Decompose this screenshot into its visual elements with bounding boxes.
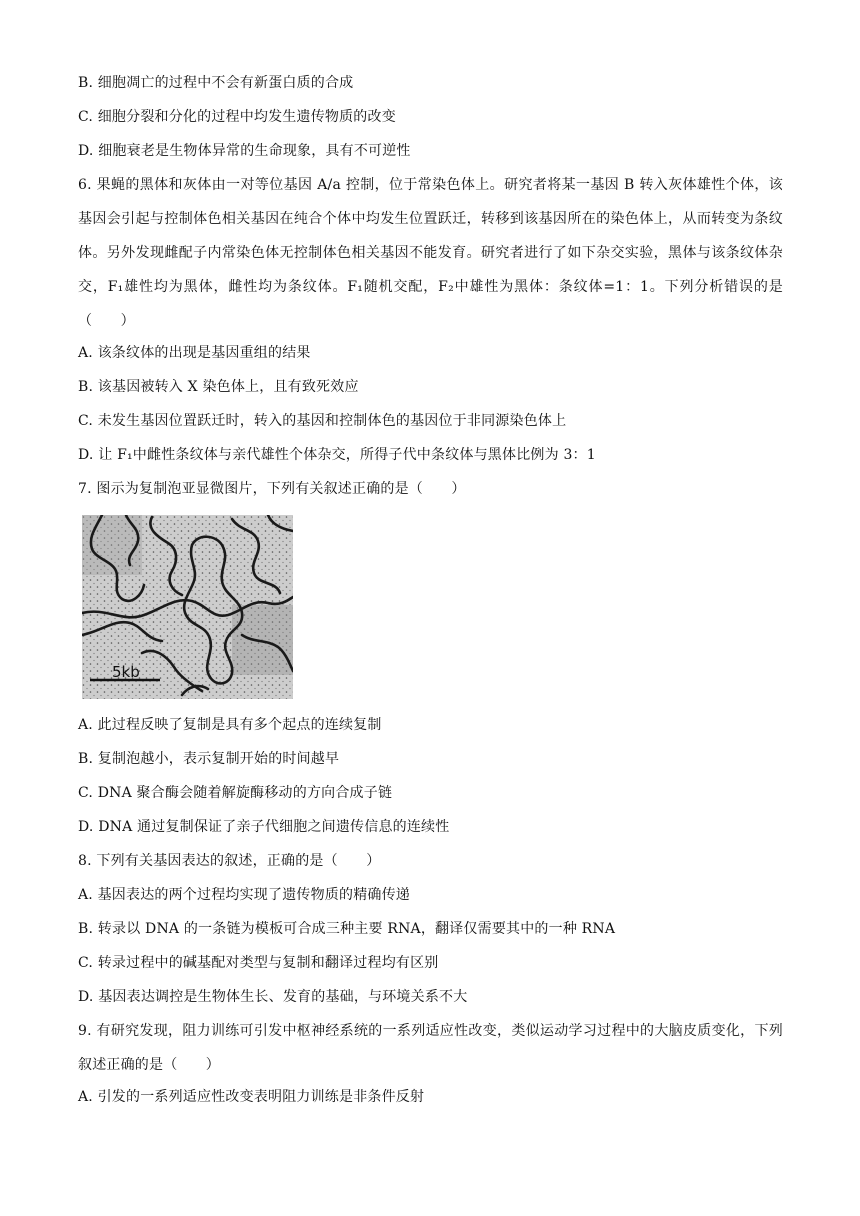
q9-option-a: A. 引发的一系列适应性改变表明阻力训练是非条件反射 [78, 1089, 425, 1105]
q8-option-d: D. 基因表达调控是生物体生长、发育的基础，与环境关系不大 [78, 989, 468, 1005]
q5-option-d: D. 细胞衰老是生物体异常的生命现象，具有不可逆性 [78, 143, 411, 159]
q7-option-d: D. DNA 通过复制保证了亲子代细胞之间遗传信息的连续性 [78, 819, 450, 835]
q5-option-b: B. 细胞凋亡的过程中不会有新蛋白质的合成 [78, 75, 354, 91]
q9-stem: 9. 有研究发现，阻力训练可引发中枢神经系统的一系列适应性改变，类似运动学习过程中的大脑皮质变化，下列叙述正确的是（ ） [78, 1023, 783, 1073]
q6-option-c: C. 未发生基因位置跃迁时，转入的基因和控制体色的基因位于非同源染色体上 [78, 413, 567, 429]
q7-option-b: B. 复制泡越小，表示复制开始的时间越早 [78, 751, 340, 767]
q6-option-d: D. 让 F₁中雌性条纹体与亲代雄性个体杂交，所得子代中条纹体与黑体比例为 3：1 [78, 447, 596, 463]
q8-stem: 8. 下列有关基因表达的叙述，正确的是（ ） [78, 853, 381, 869]
q6-option-a: A. 该条纹体的出现是基因重组的结果 [78, 345, 311, 361]
q7-option-a: A. 此过程反映了复制是具有多个起点的连续复制 [78, 717, 382, 733]
q7-stem: 7. 图示为复制泡亚显微图片，下列有关叙述正确的是（ ） [78, 481, 466, 497]
q8-option-b: B. 转录以 DNA 的一条链为模板可合成三种主要 RNA，翻译仅需要其中的一种 RNA [78, 921, 616, 937]
q8-option-a: A. 基因表达的两个过程均实现了遗传物质的精确传递 [78, 887, 411, 903]
q8-option-c: C. 转录过程中的碱基配对类型与复制和翻译过程均有区别 [78, 955, 439, 971]
q5-option-c: C. 细胞分裂和分化的过程中均发生遗传物质的改变 [78, 109, 396, 125]
q6-stem: 6. 果蝇的黑体和灰体由一对等位基因 A/a 控制，位于常染色体上。研究者将某一基因 B 转入灰体雄性个体，该基因会引起与控制体色相关基因在纯合个体中均发生位置跃迁，转移到该基因所在的染色体上，从而转变为条纹体。另外发现雌配子内常染色体无控制体色相关基因不能发育。研究者进行了如下杂交实验，黑体与该条纹体杂交，F₁雄性均为黑体，雌性均为条纹体。F₁随机交配，F₂中雄性为黑体：条纹体=1：1。下列分析错误的是（ ） [78, 177, 783, 329]
q6-option-b: B. 该基因被转入 X 染色体上，且有致死效应 [78, 379, 359, 395]
replication-bubble-micrograph [82, 515, 293, 699]
q7-option-c: C. DNA 聚合酶会随着解旋酶移动的方向合成子链 [78, 785, 393, 801]
scale-bar-label: 5kb [112, 663, 140, 681]
